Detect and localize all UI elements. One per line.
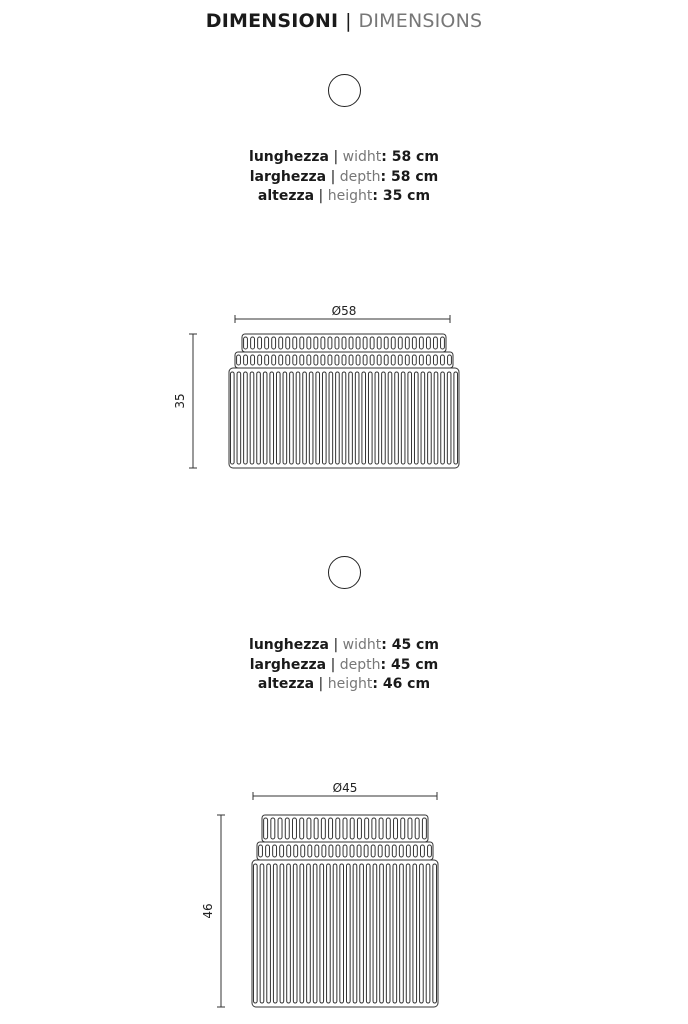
rib-slot [428,845,432,857]
spec-label-en: height [327,188,373,204]
rib-slot [273,864,277,1003]
rib-slot [441,372,445,464]
rib-slot [433,355,437,365]
rib-slot [393,864,397,1003]
spec-separator: | [318,676,324,692]
rib-slot [307,355,311,365]
spec-value: 58 cm [391,149,439,165]
rib-slot [406,845,410,857]
rib-slot [421,845,425,857]
spec-label-it: altezza [257,188,315,204]
spec-line-depth: larghezza | depth: 45 cm [249,656,439,673]
rib-slot [272,355,276,365]
spec-value: 46 cm [382,676,431,692]
rib-slot [287,864,291,1003]
rib-slot [382,372,386,464]
rib-slot [398,355,402,365]
rib-slot [336,372,340,464]
rib-slot [263,372,267,464]
rib-slot [419,337,423,349]
spec-value: 58 cm [391,168,439,185]
product-2-specs [0,636,688,695]
rib-slot [377,337,381,349]
rib-slot [355,372,359,464]
rib-slot [253,864,257,1003]
rib-slot [372,818,376,839]
rib-slot [426,864,430,1003]
rib-slot [342,337,346,349]
height-label: 35 [173,393,187,409]
rib-slot [300,818,304,839]
rib-slot [433,864,437,1003]
round-shape-icon [328,556,361,589]
rib-slot [441,355,445,365]
rib-slot [350,818,354,839]
spec-label-it: altezza [257,676,315,692]
rib-slot [380,864,384,1003]
rib-slot [368,372,372,464]
rib-slot [251,337,255,349]
rib-slot [321,355,325,365]
spec-value: 45 cm [391,656,439,673]
rib-slot [426,355,430,365]
rib-slot [250,372,254,464]
rib-slot [293,337,297,349]
rib-slot [349,337,353,349]
spec-line-height: altezza | height: 35 cm [257,188,431,204]
rib-slot [290,372,294,464]
rib-slot [408,818,412,839]
rib-slot [405,337,409,349]
rib-slot [316,372,320,464]
tier-outline [235,352,453,368]
rib-slot [413,845,417,857]
rib-slot [293,355,297,365]
rib-slot [273,845,277,857]
rib-slot [303,372,307,464]
spec-separator: | [333,637,339,653]
rib-slot [322,845,326,857]
rib-slot [342,372,346,464]
rib-slot [378,845,382,857]
rib-slot [412,337,416,349]
rib-slot [391,337,395,349]
round-shape-icon [328,74,361,107]
rib-slot [315,845,319,857]
product-2-drawing [0,775,688,1015]
rib-slot [434,372,438,464]
rib-slot [287,845,291,857]
spec-label-en: height [327,676,373,692]
rib-slot [357,845,361,857]
rib-slot [434,337,438,349]
rib-slot [343,845,347,857]
rib-slot [350,845,354,857]
spec-separator: | [330,168,336,185]
title-italian: DIMENSIONI [205,10,339,32]
rib-slot [279,355,283,365]
rib-slot [370,355,374,365]
rib-slot [258,337,262,349]
rib-slot [271,818,275,839]
rib-slot [309,372,313,464]
rib-slot [237,355,241,365]
rib-slot [422,818,426,839]
rib-slot [426,337,430,349]
rib-slot [343,818,347,839]
tier-outline [262,815,428,842]
rib-slot [441,337,445,349]
spec-line-height: altezza | height: 46 cm [257,676,431,692]
rib-slot [244,372,248,464]
rib-slot [237,372,241,464]
rib-slot [349,372,353,464]
rib-slot [454,372,458,464]
rib-slot [360,864,364,1003]
spec-label-it: lunghezza [249,637,329,653]
rib-slot [314,337,318,349]
page-title [0,10,688,32]
rib-slot [391,355,395,365]
rib-slot [447,372,451,464]
rib-slot [366,864,370,1003]
rib-slot [307,818,311,839]
rib-slot [414,372,418,464]
rib-slot [265,337,269,349]
rib-slot [322,372,326,464]
spec-separator: | [333,149,339,165]
rib-slot [314,818,318,839]
rib-slot [356,355,360,365]
spec-label-en: depth [339,656,381,673]
rib-slot [300,337,304,349]
rib-slot [336,818,340,839]
rib-slot [278,818,282,839]
rib-slot [280,864,284,1003]
rib-slot [276,372,280,464]
rib-slot [313,864,317,1003]
rib-slot [401,818,405,839]
rib-slot [266,845,270,857]
rib-slot [329,818,333,839]
rib-slot [375,372,379,464]
rib-slot [392,845,396,857]
rib-slot [386,864,390,1003]
spec-label-en: depth [339,168,381,185]
spec-line-width: lunghezza | widht: 45 cm [249,637,439,653]
spec-label-it: lunghezza [249,149,329,165]
rib-slot [321,818,325,839]
rib-slot [257,372,261,464]
rib-slot [377,355,381,365]
rib-slot [283,372,287,464]
rib-slot [329,845,333,857]
rib-slot [388,372,392,464]
spec-line-depth: larghezza | depth: 58 cm [249,168,439,185]
rib-slot [251,355,255,365]
rib-slot [333,864,337,1003]
title-english: DIMENSIONS [358,10,483,32]
rib-slot [419,355,423,365]
rib-slot [270,372,274,464]
rib-slot [230,372,234,464]
rib-slot [329,372,333,464]
spec-label-en: widht [342,149,382,165]
rib-slot [272,337,276,349]
rib-slot [264,818,268,839]
rib-slot [260,864,264,1003]
rib-slot [398,337,402,349]
rib-slot [395,372,399,464]
rib-slot [293,864,297,1003]
rib-slot [370,337,374,349]
rib-slot [357,818,361,839]
rib-slot [327,864,331,1003]
rib-slot [405,355,409,365]
rib-slot [353,864,357,1003]
rib-slot [307,864,311,1003]
rib-slot [384,337,388,349]
spec-separator: | [330,656,336,673]
rib-slot [286,355,290,365]
rib-slot [285,818,289,839]
rib-slot [363,337,367,349]
rib-slot [428,372,432,464]
rib-slot [349,355,353,365]
spec-value: 35 cm [382,188,431,204]
rib-slot [296,372,300,464]
rib-slot [308,845,312,857]
rib-slot [320,864,324,1003]
rib-slot [448,355,452,365]
rib-slot [406,864,410,1003]
rib-slot [400,864,404,1003]
rib-slot [371,845,375,857]
rib-slot [386,818,390,839]
rib-slot [356,337,360,349]
rib-slot [280,845,284,857]
spec-value: 45 cm [391,637,439,653]
product-1-drawing [0,300,688,475]
rib-slot [301,845,305,857]
rib-slot [300,864,304,1003]
rib-slot [342,355,346,365]
rib-slot [362,372,366,464]
rib-slot [379,818,383,839]
rib-slot [244,355,248,365]
rib-slot [259,845,263,857]
rib-slot [394,818,398,839]
rib-slot [328,355,332,365]
rib-slot [385,845,389,857]
rib-slot [336,845,340,857]
rib-slot [363,355,367,365]
rib-slot [364,845,368,857]
rib-slot [258,355,262,365]
product-1-specs [0,148,688,207]
rib-slot [300,355,304,365]
diameter-label: Ø58 [331,304,357,318]
rib-slot [421,372,425,464]
rib-slot [413,864,417,1003]
title-separator: | [345,10,352,32]
rib-slot [328,337,332,349]
rib-slot [365,818,369,839]
rib-slot [321,337,325,349]
spec-label-it: larghezza [249,168,327,185]
rib-slot [265,355,269,365]
height-label: 46 [201,903,215,919]
rib-slot [335,355,339,365]
rib-slot [286,337,290,349]
rib-slot [373,864,377,1003]
rib-slot [412,355,416,365]
rib-slot [415,818,419,839]
rib-slot [399,845,403,857]
spec-label-en: widht [342,637,382,653]
rib-slot [408,372,412,464]
rib-slot [307,337,311,349]
spec-label-it: larghezza [249,656,327,673]
rib-slot [340,864,344,1003]
rib-slot [294,845,298,857]
rib-slot [346,864,350,1003]
rib-slot [335,337,339,349]
spec-line-width: lunghezza | widht: 58 cm [249,149,439,165]
rib-slot [244,337,248,349]
rib-slot [292,818,296,839]
rib-slot [314,355,318,365]
rib-slot [401,372,405,464]
spec-separator: | [318,188,324,204]
rib-slot [267,864,271,1003]
diameter-label: Ø45 [332,781,358,795]
rib-slot [384,355,388,365]
rib-slot [420,864,424,1003]
rib-slot [279,337,283,349]
product-2-body [252,815,438,1007]
product-1-body [229,334,459,468]
